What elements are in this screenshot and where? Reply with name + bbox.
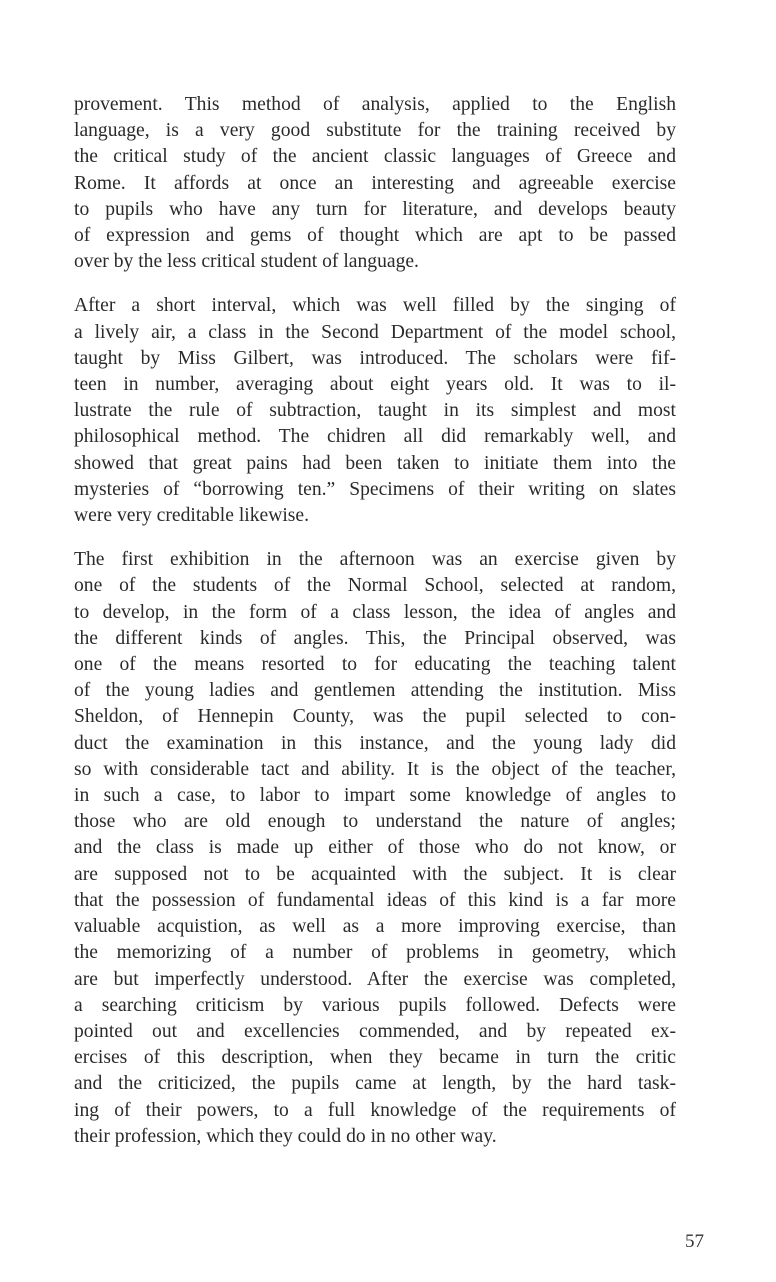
text-line: one of the means resorted to for educating the teaching talent <box>74 654 676 676</box>
text-line: mysteries of “borrowing ten.” Specimens of their writing on slates <box>74 478 676 500</box>
paragraph-3 <box>74 547 676 1150</box>
text-line: of expression and gems of thought which are apt to be passed <box>74 225 676 247</box>
text-line: taught by Miss Gilbert, was introduced. The scholars were fif- <box>74 347 676 369</box>
text-line: language, is a very good substitute for the training received by <box>74 120 676 142</box>
text-line: lustrate the rule of subtraction, taught in its simplest and most <box>74 400 676 422</box>
page-number: 57 <box>685 1231 704 1252</box>
text-line: over by the less critical student of language. <box>74 251 419 273</box>
text-line: teen in number, averaging about eight years old. It was to il- <box>74 374 676 396</box>
text-line: After a short interval, which was well filled by the singing of <box>74 295 676 317</box>
text-line: the different kinds of angles. This, the Principal observed, was <box>74 627 676 649</box>
text-line: that the possession of fundamental ideas of this kind is a far more <box>74 889 676 911</box>
text-line: are but imperfectly understood. After the exercise was completed, <box>74 968 676 990</box>
text-line: the memorizing of a number of problems in geometry, which <box>74 942 676 964</box>
text-line: provement. This method of analysis, applied to the English <box>74 94 676 115</box>
text-line: so with considerable tact and ability. It is the object of the teacher, <box>74 758 676 780</box>
text-line: to develop, in the form of a class lesson, the idea of angles and <box>74 601 676 623</box>
text-line: are supposed not to be acquainted with the subject. It is clear <box>74 863 676 885</box>
text-line: duct the examination in this instance, and the young lady did <box>74 732 676 754</box>
text-line: to pupils who have any turn for literature, and develops beauty <box>74 198 676 220</box>
text-line: The first exhibition in the afternoon was an exercise given by <box>74 549 676 571</box>
paragraph-2 <box>74 293 676 529</box>
text-line: and the criticized, the pupils came at length, by the hard task- <box>74 1073 676 1095</box>
text-line: ing of their powers, to a full knowledge of the requirements of <box>74 1099 676 1121</box>
text-line: those who are old enough to understand the nature of angles; <box>74 811 676 833</box>
text-line: were very creditable likewise. <box>74 505 310 527</box>
text-line: their profession, which they could do in no other way. <box>74 1125 497 1147</box>
text-line: the critical study of the ancient classic languages of Greece and <box>74 146 676 168</box>
text-line: ercises of this description, when they became in turn the critic <box>74 1047 676 1069</box>
body-text <box>74 92 676 1168</box>
text-line: showed that great pains had been taken to initiate them into the <box>74 452 676 474</box>
text-line: in such a case, to labor to impart some knowledge of angles to <box>74 785 676 807</box>
text-line: pointed out and excellencies commended, and by repeated ex- <box>74 1020 676 1042</box>
text-line: of the young ladies and gentlemen attending the institution. Miss <box>74 680 676 702</box>
text-line: Sheldon, of Hennepin County, was the pupil selected to con- <box>74 706 676 728</box>
text-line: valuable acquistion, as well as a more improving exercise, than <box>74 916 676 938</box>
paragraph-1 <box>74 92 676 275</box>
text-line: one of the students of the Normal School, selected at random, <box>74 575 676 597</box>
text-line: philosophical method. The chidren all did remarkably well, and <box>74 426 676 448</box>
text-line: Rome. It affords at once an interesting and agreeable exercise <box>74 172 676 194</box>
text-line: a lively air, a class in the Second Department of the model school, <box>74 321 676 343</box>
text-line: a searching criticism by various pupils followed. Defects were <box>74 994 676 1016</box>
text-line: and the class is made up either of those who do not know, or <box>74 837 676 859</box>
